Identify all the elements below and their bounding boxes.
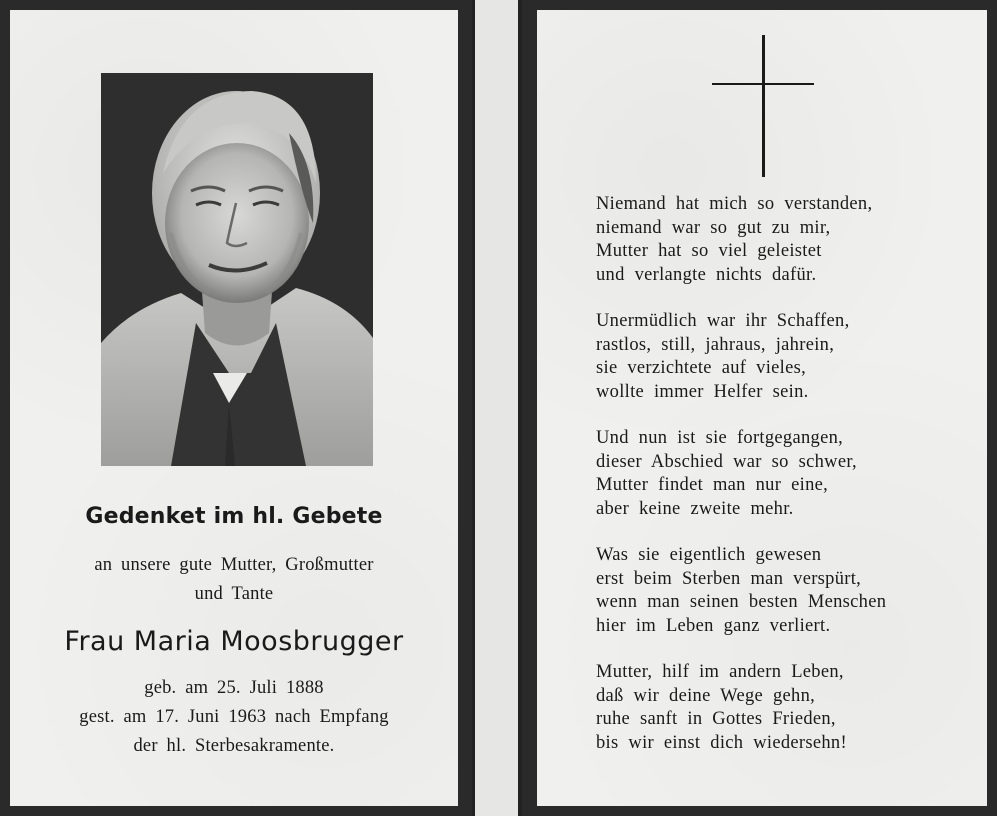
memorial-card-back [537, 10, 987, 806]
poem-line: Mutter findet man nur eine, [596, 475, 829, 495]
poem-stanza [596, 661, 976, 755]
sacraments-line: der hl. Sterbesakramente. [133, 736, 335, 756]
poem-line: hier im Leben ganz verliert. [596, 615, 831, 636]
poem-line: wenn man seinen besten Menschen [596, 592, 887, 612]
deceased-name: Frau Maria Moosbrugger [64, 626, 404, 657]
poem-stanza [596, 193, 976, 287]
death-date: gest. am 17. Juni 1963 nach Empfang [79, 707, 389, 727]
memorial-card-front [10, 10, 458, 806]
poem-line: Und nun ist sie fortgegangen, [596, 428, 844, 448]
poem-line: daß wir deine Wege gehn, [596, 685, 816, 706]
heading-pray: Gedenket im hl. Gebete [85, 504, 383, 529]
poem-line: bis wir einst dich wiedersehn! [596, 732, 847, 753]
poem-line: aber keine zweite mehr. [596, 498, 794, 519]
memorial-poem [596, 193, 976, 778]
poem-line: Was sie eigentlich gewesen [596, 545, 822, 565]
poem-line: ruhe sanft in Gottes Frieden, [596, 709, 836, 729]
poem-line: sie verzichtete auf vieles, [596, 358, 807, 378]
poem-line: erst beim Sterben man verspürt, [596, 568, 862, 589]
portrait-photo [101, 73, 373, 466]
dedication-line: an unsere gute Mutter, Großmutter [94, 555, 374, 575]
poem-line: wollte immer Helfer sein. [596, 381, 809, 402]
poem-line: dieser Abschied war so schwer, [596, 451, 857, 472]
poem-line: und verlangte nichts dafür. [596, 264, 817, 285]
poem-line: Mutter hat so viel geleistet [596, 241, 822, 261]
poem-line: niemand war so gut zu mir, [596, 217, 831, 238]
poem-line: rastlos, still, jahraus, jahrein, [596, 334, 835, 355]
poem-line: Unermüdlich war ihr Schaffen, [596, 311, 850, 331]
poem-line: Niemand hat mich so verstanden, [596, 194, 873, 214]
poem-line: Mutter, hilf im andern Leben, [596, 662, 844, 682]
poem-stanza [596, 310, 976, 404]
poem-stanza [596, 427, 976, 521]
poem-stanza [596, 544, 976, 638]
dedication-line-2: und Tante [194, 584, 274, 604]
center-strip [472, 0, 522, 816]
birth-date: geb. am 25. Juli 1888 [144, 678, 324, 698]
